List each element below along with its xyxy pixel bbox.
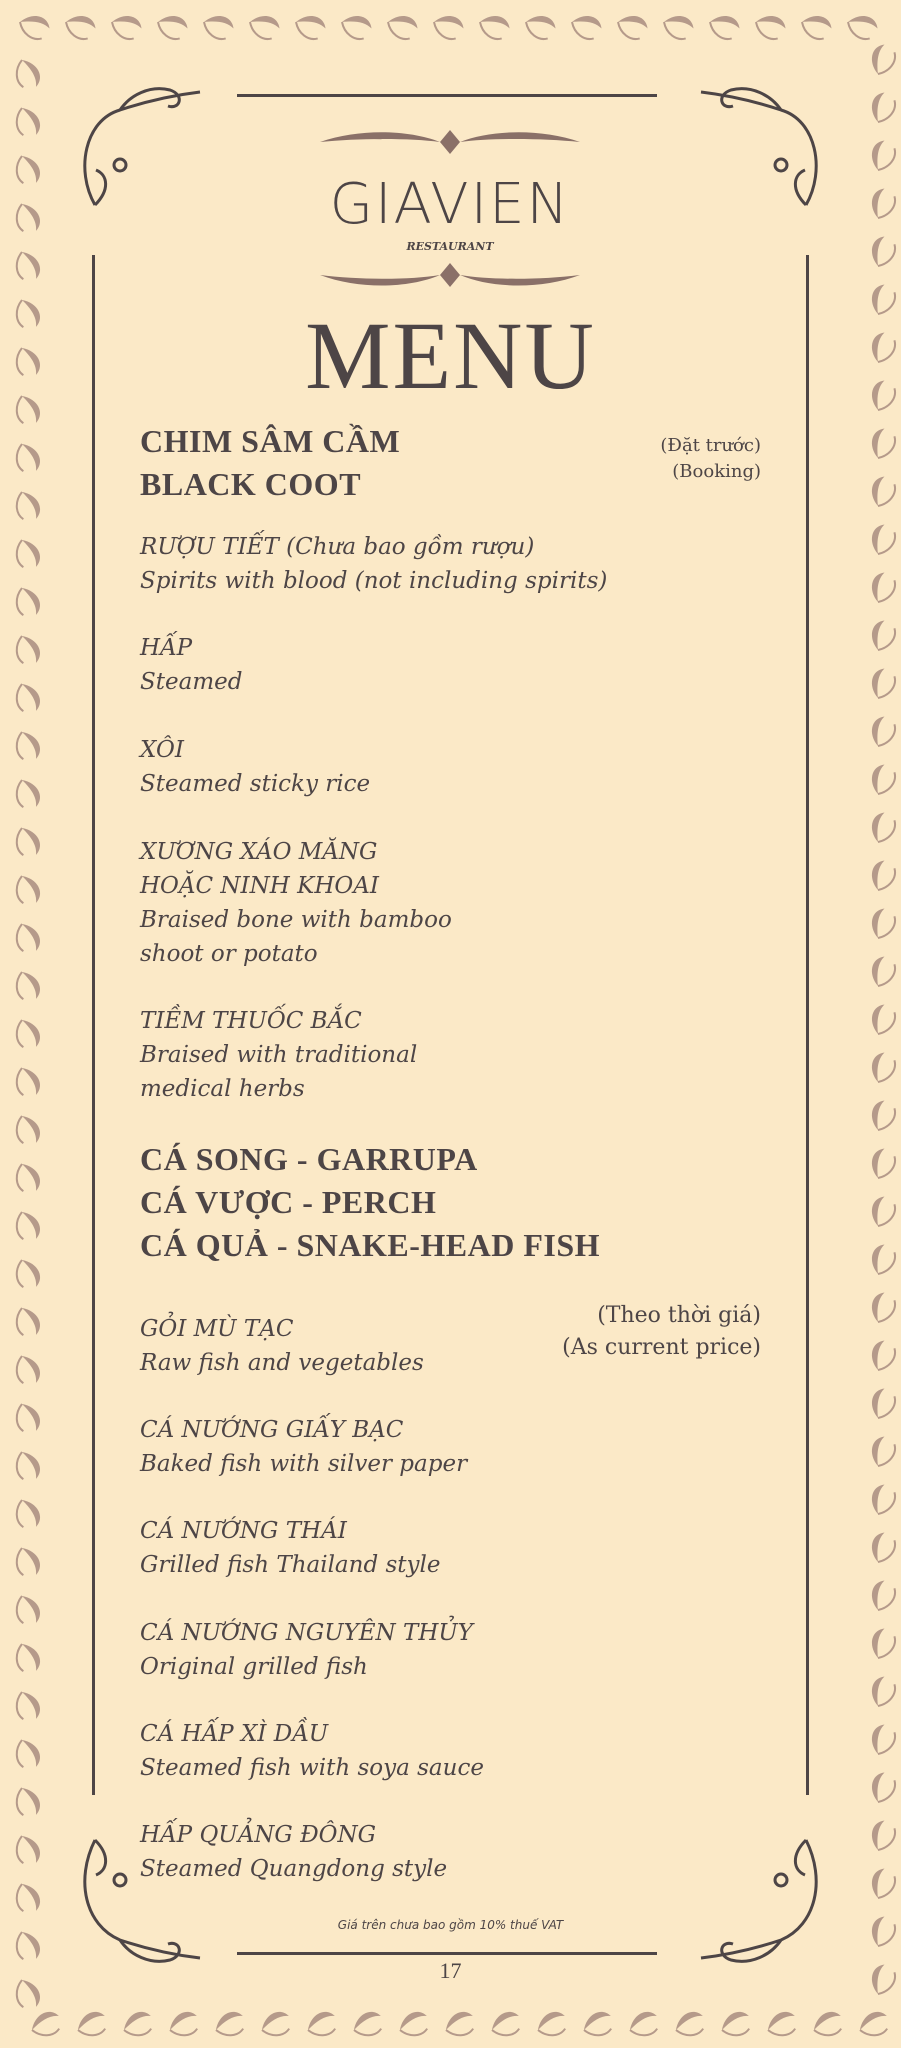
menu-item <box>140 1514 441 1582</box>
item-line: Steamed fish with soya sauce <box>140 1755 484 1781</box>
item-line: Steamed Quangdong style <box>140 1856 448 1882</box>
logo-subtitle: RESTAURANT <box>406 240 494 253</box>
heading-line: CÁ VƯỢC - PERCH <box>140 1184 437 1220</box>
item-line: CÁ NƯỚNG THÁI <box>140 1518 347 1544</box>
item-line: CÁ HẤP XÌ DẦU <box>140 1721 329 1747</box>
item-line: Original grilled fish <box>140 1654 368 1680</box>
item-line: Braised with traditional <box>140 1042 418 1068</box>
item-line: Grilled fish Thailand style <box>140 1552 441 1578</box>
section-note <box>660 433 761 485</box>
item-line: shoot or potato <box>140 941 318 967</box>
item-line: TIỀM THUỐC BẮC <box>140 1008 362 1034</box>
menu-item <box>140 835 452 971</box>
item-line: XƯƠNG XÁO MĂNG <box>140 839 378 865</box>
menu-item <box>140 631 242 699</box>
item-line: Steamed <box>140 669 243 695</box>
note-line: (Booking) <box>672 461 761 482</box>
heading-line: CHIM SÂM CẦM <box>140 423 401 459</box>
item-line: Steamed sticky rice <box>140 771 371 797</box>
page-number: 17 <box>439 1958 462 1983</box>
item-line: RƯỢU TIẾT (Chưa bao gồm rượu) <box>140 534 535 560</box>
section-note <box>562 1300 761 1364</box>
page-title: MENU <box>305 302 596 409</box>
menu-item <box>140 1818 447 1886</box>
item-line: GỎI MÙ TẠC <box>140 1316 294 1342</box>
item-line: Raw fish and vegetables <box>140 1350 424 1376</box>
heading-line: CÁ QUẢ - SNAKE-HEAD FISH <box>140 1227 601 1263</box>
restaurant-logo <box>300 120 600 290</box>
item-line: HẤP <box>140 635 193 661</box>
logo-name: GIAVIEN <box>329 172 571 237</box>
menu-item <box>140 1616 473 1684</box>
note-line: (Đặt trước) <box>660 435 761 456</box>
note-line: (As current price) <box>562 1335 761 1360</box>
item-line: medical herbs <box>140 1076 305 1102</box>
menu-item <box>140 1312 424 1380</box>
item-line: CÁ NƯỚNG GIẤY BẠC <box>140 1417 404 1443</box>
menu-item <box>140 733 370 801</box>
heading-line: CÁ SONG - GARRUPA <box>140 1141 478 1177</box>
section-heading <box>140 1138 600 1267</box>
item-line: Baked fish with silver paper <box>140 1451 468 1477</box>
item-line: HẤP QUẢNG ĐÔNG <box>140 1822 377 1848</box>
section-heading <box>140 420 400 506</box>
heading-line: BLACK COOT <box>140 466 362 502</box>
item-line: XÔI <box>140 737 184 763</box>
menu-item <box>140 1717 484 1785</box>
item-line: HOẶC NINH KHOAI <box>140 873 379 899</box>
item-line: Braised bone with bamboo <box>140 907 452 933</box>
menu-item <box>140 1413 467 1481</box>
menu-item <box>140 530 607 598</box>
menu-item <box>140 1004 417 1106</box>
item-line: CÁ NƯỚNG NGUYÊN THỦY <box>140 1620 473 1646</box>
item-line: Spirits with blood (not including spirits) <box>140 568 608 594</box>
note-line: (Theo thời giá) <box>597 1303 761 1328</box>
vat-note: Giá trên chưa bao gồm 10% thuế VAT <box>337 1918 564 1932</box>
